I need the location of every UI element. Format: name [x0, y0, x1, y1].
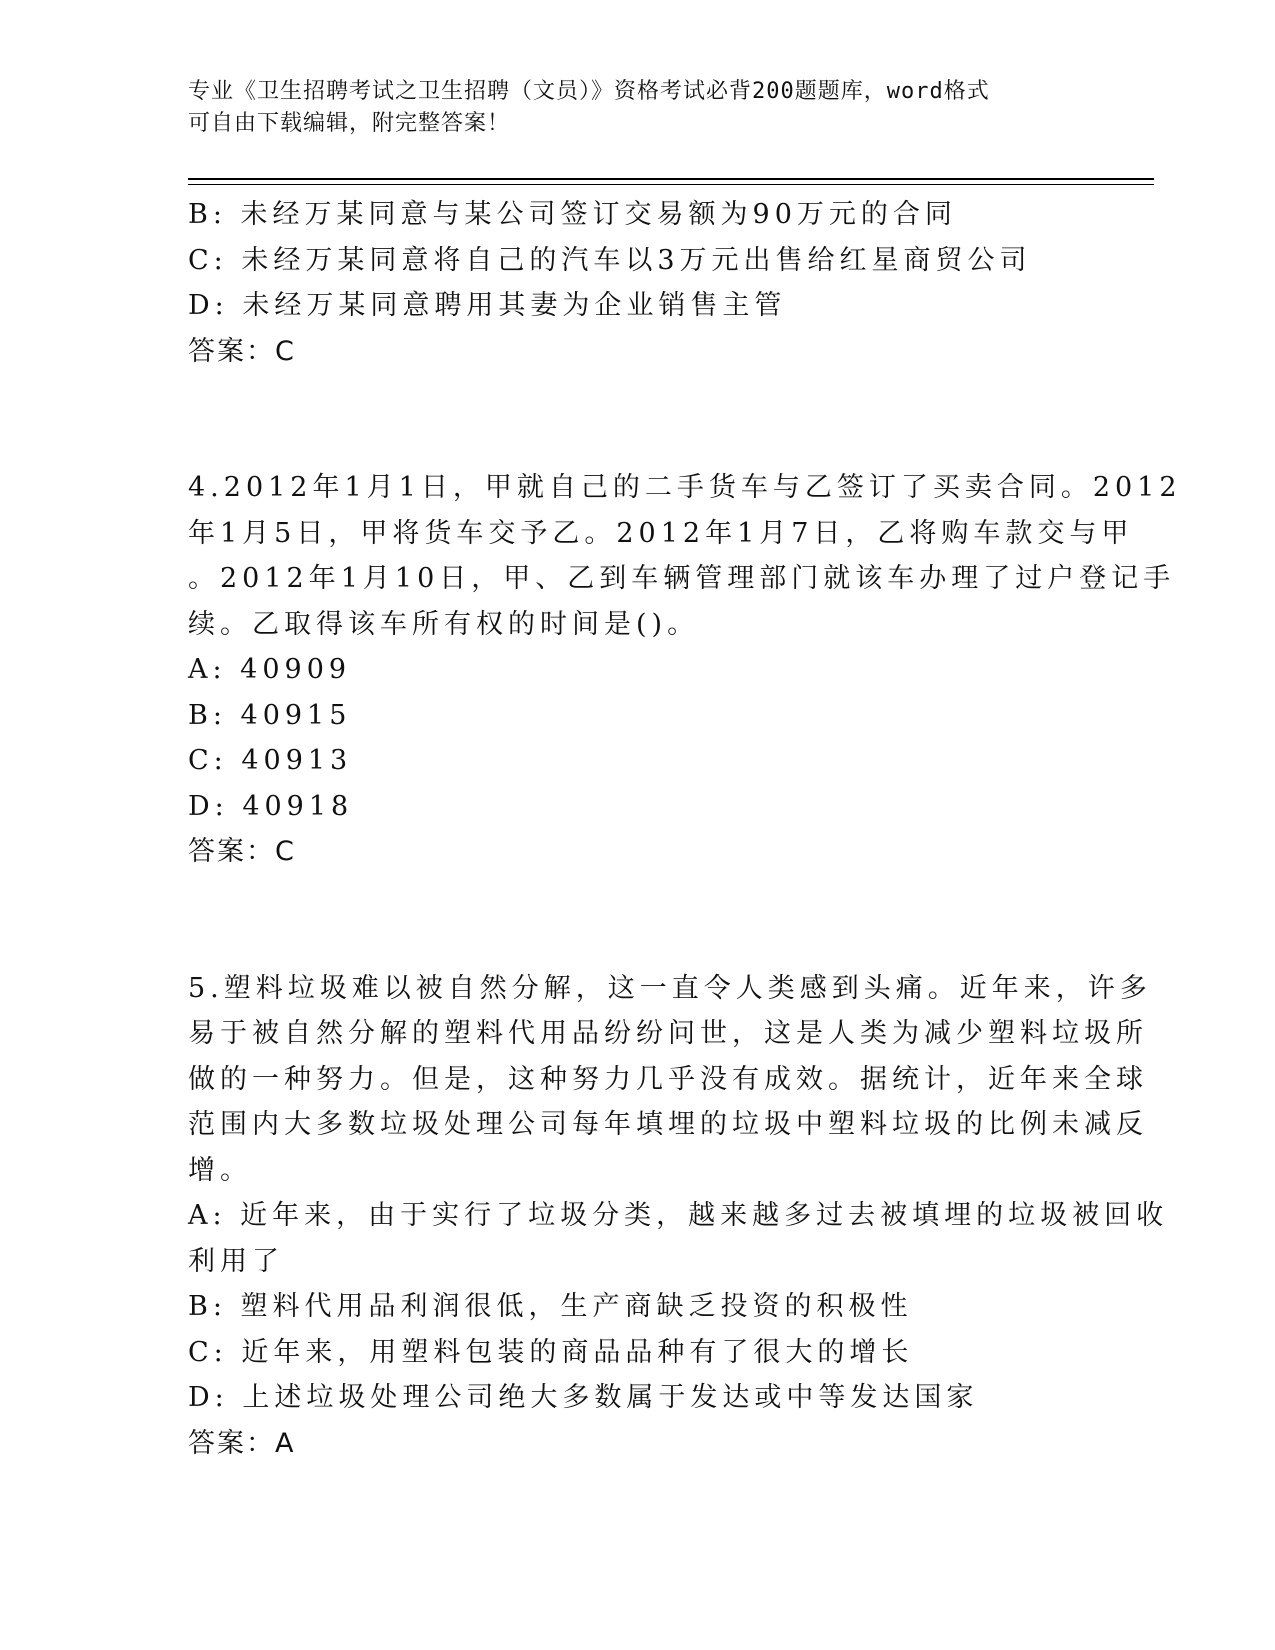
spacer: [188, 920, 1088, 966]
header-rule-thin: [188, 184, 1154, 185]
question-3-block: [188, 192, 1088, 374]
document-body: [188, 192, 1182, 1466]
q3-option-c: C: 未经万某同意将自己的汽车以3万元出售给红星商贸公司: [188, 244, 1032, 276]
q4-stem-line-2: 年1月5日，甲将货车交予乙。2012年1月7日，乙将购车款交与甲: [188, 517, 1134, 549]
q5-option-d: D: 上述垃圾处理公司绝大多数属于发达或中等发达国家: [188, 1382, 979, 1413]
spacer: [188, 875, 1088, 921]
header-line-2: 可自由下载编辑，附完整答案！: [188, 111, 511, 136]
header-rule-thick: [188, 178, 1154, 180]
q5-option-a-line-2: 利用了: [188, 1245, 284, 1277]
document-header: [188, 76, 1088, 140]
q4-stem-line-1: 4.2012年1月1日，甲就自己的二手货车与乙签订了买卖合同。2012: [188, 472, 1182, 503]
q5-stem-line-4: 范围内大多数垃圾处理公司每年填埋的垃圾中塑料垃圾的比例未减反: [188, 1109, 1148, 1140]
q4-option-c: C: 40913: [188, 745, 353, 776]
question-5-block: [188, 966, 1169, 1467]
q4-stem-line-4: 续。乙取得该车所有权的时间是()。: [188, 608, 700, 640]
q5-stem-line-2: 易于被自然分解的塑料代用品纷纷问世，这是人类为减少塑料垃圾所: [188, 1018, 1148, 1049]
q4-stem-line-3: 。2012年1月10日，甲、乙到车辆管理部门就该车办理了过户登记手: [188, 563, 1176, 594]
q5-option-b: B: 塑料代用品利润很低，生产商缺乏投资的积极性: [188, 1291, 913, 1322]
q5-option-a-line-1: A: 近年来，由于实行了垃圾分类，越来越多过去被填埋的垃圾被回收: [188, 1200, 1169, 1231]
q3-option-d: D: 未经万某同意聘用其妻为企业销售主管: [188, 290, 787, 321]
q4-answer: 答案：C: [188, 836, 296, 867]
q4-option-b: B: 40915: [188, 699, 352, 731]
spacer: [188, 420, 1088, 466]
q5-option-c: C: 近年来，用塑料包装的商品品种有了很大的增长: [188, 1336, 914, 1368]
q4-option-a: A: 40909: [188, 654, 352, 685]
question-4-block: [188, 465, 1182, 875]
header-line-1: 专业《卫生招聘考试之卫生招聘（文员）》资格考试必背200题题库，word格式: [188, 79, 990, 104]
q5-stem-line-3: 做的一种努力。但是，这种努力几乎没有成效。据统计，近年来全球: [188, 1063, 1148, 1095]
q3-answer: 答案：C: [188, 335, 296, 367]
q4-option-d: D: 40918: [188, 790, 354, 822]
q5-answer: 答案：A: [188, 1427, 296, 1459]
spacer: [188, 374, 1088, 420]
q5-stem-line-1: 5.塑料垃圾难以被自然分解，这一直令人类感到头痛。近年来，许多: [188, 972, 1152, 1004]
q5-stem-line-5: 增。: [188, 1154, 252, 1186]
q3-option-b: B: 未经万某同意与某公司签订交易额为90万元的合同: [188, 199, 957, 230]
